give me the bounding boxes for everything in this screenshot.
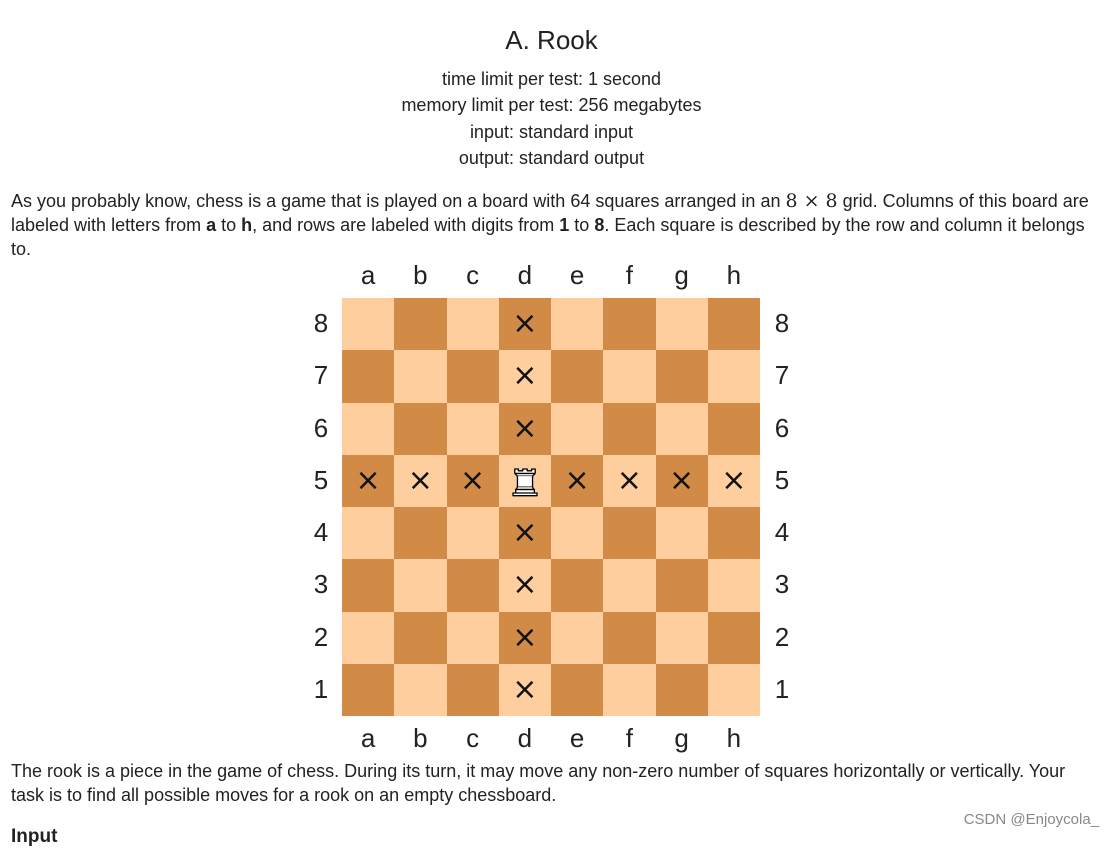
rook-icon <box>505 459 545 503</box>
rank-label-right: 4 <box>774 517 790 547</box>
move-mark: × <box>512 410 538 446</box>
text-segment: grid. Columns of this board are labeled with letters from <box>11 191 1089 235</box>
bold-letter-h: h <box>241 215 253 235</box>
square-g2 <box>656 612 708 664</box>
text-segment: , and rows are labeled with digits from <box>252 215 560 235</box>
square-d6 <box>499 403 551 455</box>
watermark: CSDN @Enjoycola_ <box>963 811 1099 828</box>
square-f1 <box>603 664 655 716</box>
square-e5 <box>551 455 603 507</box>
square-d2 <box>499 612 551 664</box>
square-g6 <box>656 403 708 455</box>
square-d5 <box>499 455 551 507</box>
statement-paragraph-2: The rook is a piece in the game of chess. During its turn, it may move any non-zero number of squares horizontally or vertically. Your task is to find all possible moves for a rook on an empty chessboard. <box>11 761 1066 805</box>
square-a3 <box>342 559 394 611</box>
move-mark: × <box>669 462 695 498</box>
square-h4 <box>708 507 760 559</box>
file-label-top: h <box>726 260 742 290</box>
square-g5 <box>656 455 708 507</box>
move-mark: × <box>512 515 538 551</box>
bold-digit-8: 8 <box>594 215 605 235</box>
square-f4 <box>603 507 655 559</box>
text-segment: . Each square is described by the row and column it belongs to. <box>11 215 1085 259</box>
square-f5 <box>603 455 655 507</box>
rank-label-right: 3 <box>774 569 790 600</box>
move-mark: × <box>564 462 590 498</box>
rank-label-left: 2 <box>313 621 329 652</box>
rank-label-left: 8 <box>313 308 329 338</box>
input-spec: input: standard input <box>469 122 634 142</box>
square-b6 <box>394 403 446 455</box>
square-d1 <box>499 664 551 716</box>
rank-label-right: 8 <box>774 308 790 338</box>
square-c3 <box>447 559 499 611</box>
statement-paragraph-1 <box>11 189 1101 261</box>
square-e3 <box>551 559 603 611</box>
file-label-bottom: e <box>569 723 585 753</box>
square-c8 <box>447 298 499 350</box>
square-a5 <box>342 455 394 507</box>
square-b8 <box>394 298 446 350</box>
square-h5 <box>708 455 760 507</box>
move-mark: × <box>407 462 433 498</box>
square-a4 <box>342 507 394 559</box>
move-mark: × <box>512 619 538 655</box>
rank-label-left: 1 <box>313 673 329 704</box>
square-f6 <box>603 403 655 455</box>
move-mark: × <box>512 306 538 342</box>
square-e6 <box>551 403 603 455</box>
square-a6 <box>342 403 394 455</box>
square-g7 <box>656 350 708 402</box>
math-expression: 8 × 8 <box>785 190 838 212</box>
square-h6 <box>708 403 760 455</box>
square-h1 <box>708 664 760 716</box>
square-h2 <box>708 612 760 664</box>
file-label-top: g <box>674 260 689 290</box>
file-label-bottom: d <box>517 723 533 753</box>
square-g1 <box>656 664 708 716</box>
text-segment: to <box>216 215 242 235</box>
square-c4 <box>447 507 499 559</box>
square-b4 <box>394 507 446 559</box>
move-mark: × <box>460 462 486 498</box>
square-e2 <box>551 612 603 664</box>
square-c5 <box>447 455 499 507</box>
square-f7 <box>603 350 655 402</box>
file-label-bottom: b <box>413 723 428 753</box>
square-h8 <box>708 298 760 350</box>
rank-label-right: 5 <box>774 464 790 495</box>
square-a2 <box>342 612 394 664</box>
square-b1 <box>394 664 446 716</box>
output-spec: output: standard output <box>458 148 645 168</box>
text-segment: As you probably know, chess is a game that is played on a board with 64 squares arranged in an <box>11 191 786 211</box>
square-d3 <box>499 559 551 611</box>
rank-label-left: 4 <box>313 517 329 547</box>
square-a8 <box>342 298 394 350</box>
square-c1 <box>447 664 499 716</box>
bold-letter-a: a <box>206 215 217 235</box>
square-g8 <box>656 298 708 350</box>
square-e8 <box>551 298 603 350</box>
rank-label-left: 5 <box>313 464 329 495</box>
square-g3 <box>656 559 708 611</box>
file-label-bottom: c <box>466 723 480 753</box>
square-c2 <box>447 612 499 664</box>
rank-label-left: 6 <box>313 412 329 443</box>
file-label-bottom: g <box>674 723 689 753</box>
file-label-bottom: a <box>360 723 376 753</box>
square-b3 <box>394 559 446 611</box>
file-label-top: a <box>360 260 376 290</box>
square-e1 <box>551 664 603 716</box>
square-c6 <box>447 403 499 455</box>
problem-title: A. Rook <box>505 25 598 55</box>
square-f8 <box>603 298 655 350</box>
square-b5 <box>394 455 446 507</box>
rank-label-left: 3 <box>313 569 329 600</box>
rank-label-right: 2 <box>774 621 790 652</box>
square-h3 <box>708 559 760 611</box>
text-segment: to <box>569 215 595 235</box>
rank-label-left: 7 <box>313 360 329 391</box>
square-g4 <box>656 507 708 559</box>
square-f3 <box>603 559 655 611</box>
rank-label-right: 1 <box>774 673 790 704</box>
move-mark: × <box>616 462 642 498</box>
memory-limit: memory limit per test: 256 megabytes <box>401 95 702 115</box>
move-mark: × <box>512 671 538 707</box>
file-label-bottom: h <box>726 723 742 753</box>
move-mark: × <box>355 462 381 498</box>
square-a1 <box>342 664 394 716</box>
square-f2 <box>603 612 655 664</box>
square-e4 <box>551 507 603 559</box>
square-b7 <box>394 350 446 402</box>
file-label-top: c <box>466 260 480 290</box>
square-a7 <box>342 350 394 402</box>
file-label-top: f <box>625 260 633 290</box>
square-e7 <box>551 350 603 402</box>
bold-digit-1: 1 <box>559 215 570 235</box>
square-d8 <box>499 298 551 350</box>
chessboard <box>342 298 760 716</box>
time-limit: time limit per test: 1 second <box>441 69 662 89</box>
file-label-top: b <box>413 260 428 290</box>
square-h7 <box>708 350 760 402</box>
square-b2 <box>394 612 446 664</box>
file-label-bottom: f <box>625 723 633 753</box>
file-label-top: e <box>569 260 585 290</box>
rank-label-right: 6 <box>774 412 790 443</box>
file-label-top: d <box>517 260 533 290</box>
rank-label-right: 7 <box>774 360 790 391</box>
move-mark: × <box>721 462 747 498</box>
square-d7 <box>499 350 551 402</box>
square-c7 <box>447 350 499 402</box>
move-mark: × <box>512 358 538 394</box>
section-heading-input: Input <box>11 826 58 847</box>
square-d4 <box>499 507 551 559</box>
move-mark: × <box>512 567 538 603</box>
